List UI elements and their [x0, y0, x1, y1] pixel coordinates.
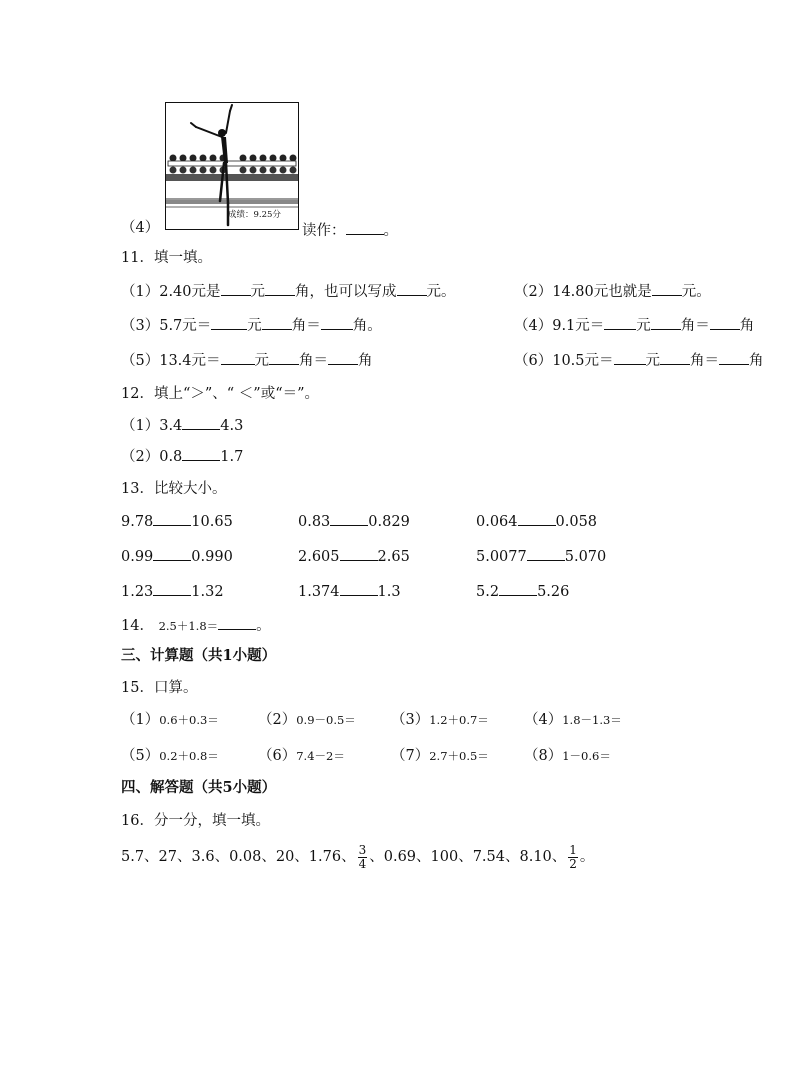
- q15-item: （5）0.2＋0.8＝: [121, 748, 219, 764]
- q11-item-5: （5）13.4元＝ 元 角＝ 角: [121, 350, 373, 371]
- q13-cell: 0.83 0.829: [298, 511, 410, 532]
- answer-blank[interactable]: [346, 220, 384, 235]
- q11-item-1: （1）2.40元是 元 角，也可以写成 元。: [121, 281, 456, 302]
- q12-item-1: （1）3.4 4.3: [121, 415, 243, 436]
- section-4-heading: 四、解答题（共5小题）: [121, 779, 277, 796]
- q13-cell: 2.605 2.65: [298, 546, 410, 567]
- answer-blank[interactable]: [652, 281, 682, 296]
- q15-title: 15．口算。: [121, 680, 198, 696]
- q11-item-6: （6）10.5元＝ 元 角＝ 角: [514, 350, 764, 371]
- answer-blank[interactable]: [340, 546, 378, 561]
- q15-item: （3）1.2＋0.7＝: [391, 712, 489, 728]
- q12-title: 12．填上“＞”、“ ＜”或“＝”。: [121, 386, 320, 402]
- q10-read-line: [302, 220, 398, 241]
- answer-blank[interactable]: [719, 350, 749, 365]
- answer-blank[interactable]: [614, 350, 646, 365]
- q13-cell: 5.2 5.26: [476, 581, 569, 602]
- answer-blank[interactable]: [262, 315, 292, 330]
- q10-number: （4）: [121, 220, 160, 236]
- answer-blank[interactable]: [518, 511, 556, 526]
- q16-title: 16．分一分，填一填。: [121, 813, 270, 829]
- q14: 14． 2.5＋1.8＝ 。: [121, 615, 271, 636]
- answer-blank[interactable]: [397, 281, 427, 296]
- answer-blank[interactable]: [660, 350, 690, 365]
- q15-item: （6）7.4－2＝: [258, 748, 345, 764]
- answer-blank[interactable]: [182, 446, 220, 461]
- q13-cell: 1.374 1.3: [298, 581, 401, 602]
- answer-blank[interactable]: [340, 581, 378, 596]
- period: 。: [383, 223, 398, 239]
- answer-blank[interactable]: [153, 581, 191, 596]
- q16-number-list: 5.7、27、3.6、0.08、20、1.76、 $\frac{3}{4}$ 、0.69、100、7.54、8.10、 $\frac{1}{2}$ 。: [121, 842, 595, 871]
- answer-blank[interactable]: [218, 615, 256, 630]
- q15-item: （8）1－0.6＝: [524, 748, 611, 764]
- q15-item: （2）0.9－0.5＝: [258, 712, 356, 728]
- q13-title: 13．比较大小。: [121, 481, 227, 497]
- fraction-one-half: $\frac{1}{2}$: [569, 842, 577, 871]
- answer-blank[interactable]: [328, 350, 358, 365]
- gymnast-picture: [165, 102, 299, 230]
- fraction-three-quarters: $\frac{3}{4}$: [358, 842, 367, 871]
- answer-blank[interactable]: [710, 315, 740, 330]
- answer-blank[interactable]: [330, 511, 368, 526]
- answer-blank[interactable]: [211, 315, 247, 330]
- q11-title: 11．填一填。: [121, 250, 212, 266]
- score-caption: 成绩：9.25分: [228, 210, 281, 220]
- answer-blank[interactable]: [269, 350, 299, 365]
- q12-item-2: （2）0.8 1.7: [121, 446, 243, 467]
- q11-item-4: （4）9.1元＝ 元 角＝ 角: [514, 315, 754, 336]
- gymnast-illustration: [166, 103, 298, 229]
- q15-item: （4）1.8－1.3＝: [524, 712, 622, 728]
- q13-cell: 0.99 0.990: [121, 546, 233, 567]
- q13-cell: 0.064 0.058: [476, 511, 597, 532]
- read-label: 读作：: [302, 223, 346, 239]
- q11-item-3: （3）5.7元＝ 元 角＝ 角。: [121, 315, 382, 336]
- q13-cell: 9.78 10.65: [121, 511, 233, 532]
- answer-blank[interactable]: [182, 415, 220, 430]
- answer-blank[interactable]: [499, 581, 537, 596]
- q13-cell: 1.23 1.32: [121, 581, 224, 602]
- answer-blank[interactable]: [527, 546, 565, 561]
- answer-blank[interactable]: [153, 511, 191, 526]
- answer-blank[interactable]: [651, 315, 681, 330]
- answer-blank[interactable]: [321, 315, 353, 330]
- answer-blank[interactable]: [604, 315, 636, 330]
- answer-blank[interactable]: [221, 350, 255, 365]
- answer-blank[interactable]: [221, 281, 251, 296]
- q11-item-2: （2）14.80元也就是 元。: [514, 281, 711, 302]
- q13-cell: 5.0077 5.070: [476, 546, 606, 567]
- answer-blank[interactable]: [265, 281, 295, 296]
- section-3-heading: 三、计算题（共1小题）: [121, 647, 277, 664]
- answer-blank[interactable]: [153, 546, 191, 561]
- q15-item: （1）0.6＋0.3＝: [121, 712, 219, 728]
- q15-item: （7）2.7＋0.5＝: [391, 748, 489, 764]
